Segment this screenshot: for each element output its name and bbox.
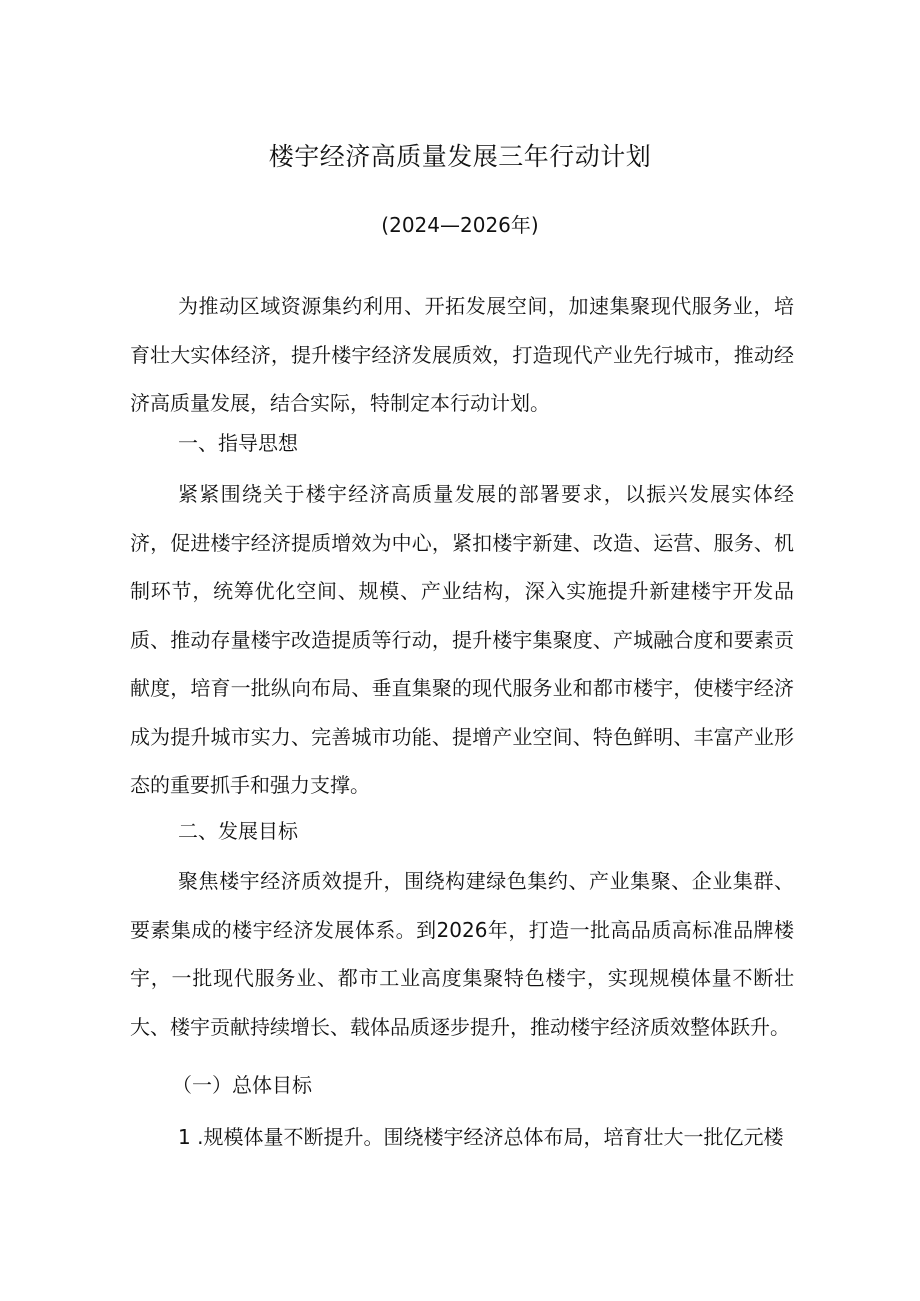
document-subtitle: (2024—2026年) bbox=[381, 213, 539, 237]
item1-paragraph: 1 .规模体量不断提升。围绕楼宇经济总体布局，培育壮大一批亿元楼 bbox=[178, 1125, 784, 1149]
intro-paragraph: 为推动区域资源集约利用、开拓发展空间，加速集聚现代服务业，培育壮大实体经济，提升楼宇经济发展质效，打造现代产业先行城市，推动经济高质量发展，结合实际，特制定本行动计划。 bbox=[130, 294, 794, 415]
section2-paragraph: 聚焦楼宇经济质效提升，围绕构建绿色集约、产业集聚、企业集群、要素集成的楼宇经济发展体系。到2026年，打造一批高品质高标准品牌楼宇，一批现代服务业、都市工业高度集聚特色楼宇，实现规模体量不断壮大、楼宇贡献持续增长、载体品质逐步提升，推动楼宇经济质效整体跃升。 bbox=[130, 869, 794, 1039]
document-title: 楼宇经济高质量发展三年行动计划 bbox=[268, 142, 652, 171]
section1-paragraph: 紧紧围绕关于楼宇经济高质量发展的部署要求，以振兴发展实体经济，促进楼宇经济提质增效为中心，紧扣楼宇新建、改造、运营、服务、机制环节，统筹优化空间、规模、产业结构，深入实施提升新建楼宇开发品质、推动存量楼宇改造提质等行动，提升楼宇集聚度、产城融合度和要素贡献度，培育一批纵向布局、垂直集聚的现代服务业和都市楼宇，使楼宇经济成为提升城市实力、完善城市功能、提增产业空间、特色鲜明、丰富产业形态的重要抓手和强力支撑。 bbox=[130, 482, 794, 797]
section1-block bbox=[130, 470, 794, 810]
section2-heading: 二、发展目标 bbox=[178, 819, 298, 843]
section2-block bbox=[130, 857, 794, 1051]
intro-block bbox=[130, 282, 794, 428]
subsection1-heading: （一）总体目标 bbox=[172, 1073, 312, 1097]
section1-heading: 一、指导思想 bbox=[178, 431, 298, 455]
item1-block bbox=[130, 1113, 794, 1162]
